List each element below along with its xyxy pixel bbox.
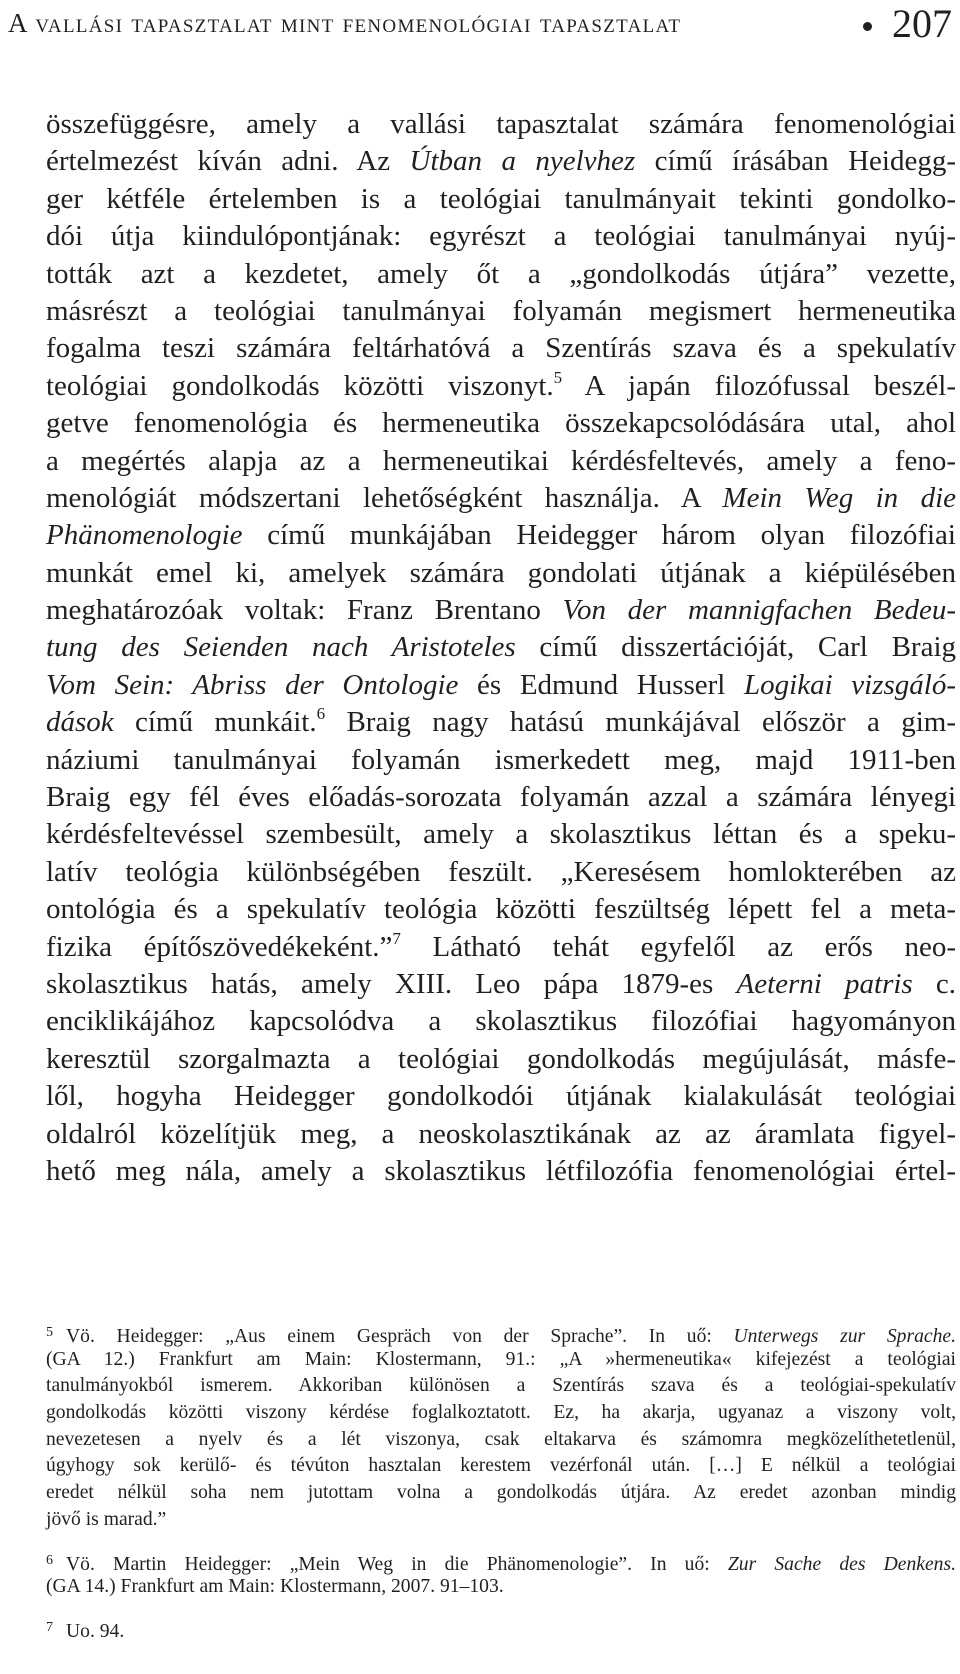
footnote-line [46,1615,956,1642]
text-run: Vö. Martin Heidegger: „Mein Weg in die Phänomenologie”. In uő: [66,1553,728,1575]
text-run: enciklikájához kapcsolódva a skolasztikus filozófiai hagyományon [46,1005,956,1038]
text-run: munkát emel ki, amelyek számára gondolati útjának a kiépülésében [46,556,956,589]
text-run: értelmezést kíván adni. Az [46,145,410,178]
text-run: Vö. Heidegger: „Aus einem Gespräch von der Sprache”. In uő: [66,1326,734,1347]
text-run: című írásában Heidegg- [635,145,956,178]
text-line [46,891,956,928]
footnote [46,1548,956,1601]
text-line [46,218,956,255]
text-run: tották azt a kezdetet, amely őt a „gondolkodás útjára” vezette, [46,257,956,290]
text-run: oldalról közelítjük meg, a neoskolasztikának az az áramlata figyel- [46,1117,956,1150]
text-line [46,704,956,741]
text-run: skolasztikus hatás, amely XIII. Leo pápa 1879-es [46,967,737,1000]
italic-title: Aeterni patris [736,967,913,1000]
text-run: című munkájában Heidegger három olyan filozófiai [242,519,956,552]
text-run: eredet nélkül soha nem jutottam volna a gondolkodás útjára. Az eredet azonban mindig [46,1482,956,1504]
footnote-line [46,1320,956,1347]
text-line [46,1041,956,1078]
text-run: teológiai gondolkodás közötti viszonyt. [46,369,554,402]
footnote-ref: 5 [553,367,563,387]
footnote-line [46,1427,956,1454]
text-line [46,779,956,816]
text-run: náziumi tanulmányai folyamán ismerkedett meg, majd 1911-ben [46,743,956,776]
text-run: című disszertációját, Carl Braig [515,631,956,664]
text-run: és Edmund Husserl [458,668,745,701]
text-line [46,293,956,330]
text-line [46,966,956,1003]
text-run: jövő is marad.” [46,1508,167,1530]
footnote-line [46,1373,956,1400]
text-run: ger kétféle értelemben is a teológiai tanulmányait tekinti gondolko- [46,182,956,215]
text-run: tanulmányokból ismerem. Akkoriban különösen a Szentírás szava és a teológiai-spekulatív [46,1375,956,1397]
italic-title: tung des Seienden nach Aristoteles [46,631,516,664]
footnote-number: 5 [46,1325,53,1340]
body-paragraph [46,106,956,1190]
text-run: (GA 12.) Frankfurt am Main: Klostermann, 91.: „A »hermeneutika« kifejezést a teológiai [46,1348,956,1370]
text-line [46,143,956,180]
footnote-line [46,1400,956,1427]
italic-title: Mein Weg in die [722,481,956,514]
text-line [46,181,956,218]
text-line [46,555,956,592]
text-line [46,480,956,517]
footnote-line [46,1507,956,1534]
footnote-ref: 6 [316,704,326,724]
text-line [46,816,956,853]
text-run: a megértés alapja az a hermeneutikai kérdésfeltevés, amely a feno- [46,444,956,477]
footnote-line [46,1574,956,1601]
running-head-title: A vallási tapasztalat mint fenomenológiai tapasztalat [8,8,682,38]
text-line [46,1116,956,1153]
bullet-separator [863,22,872,31]
text-line [46,106,956,143]
italic-title: Unterwegs zur Sprache. [733,1326,956,1347]
text-line [46,443,956,480]
text-run: lől, hogyha Heidegger gondolkodói útjának kialakulását teológiai [46,1080,956,1113]
text-line [46,629,956,666]
text-run: (GA 14.) Frankfurt am Main: Klostermann, 2007. 91–103. [46,1576,504,1598]
text-line [46,742,956,779]
footnote-line [46,1480,956,1507]
page-number: 207 [892,1,952,46]
footnote-number: 7 [46,1619,53,1635]
text-run: dói útja kiindulópontjának: egyrészt a teológiai tanulmányai nyúj- [46,220,956,253]
text-run: fogalma teszi számára feltárhatóvá a Szentírás szava és a spekulatív [46,332,956,365]
text-run: menológiát módszertani lehetőségként használja. A [46,481,723,514]
footnote-number: 6 [46,1552,53,1568]
footnote [46,1615,956,1642]
text-line [46,368,956,405]
italic-title: Vom Sein: Abriss der Ontologie [46,668,459,701]
text-run: getve fenomenológia és hermeneutika összekapcsolódására utal, ahol [46,407,956,440]
text-run: Braig nagy hatású munkájával először a gim- [325,706,957,739]
text-line [46,256,956,293]
text-run: nevezetesen a nyelv és a lét viszonya, csak eltakarva és számomra megközelíthetetlenül, [46,1428,956,1450]
italic-title: Phänomenologie [46,519,243,552]
footnote-line [46,1453,956,1480]
italic-title: Zur Sache des Denkens. [727,1553,956,1575]
footnote-ref: 7 [392,928,401,948]
text-run: Látható tehát egyfelől az erős neo- [400,930,957,963]
text-line [46,330,956,367]
text-run: ontológia és a spekulatív teológia közötti feszültség lépett fel a meta- [46,893,956,926]
text-run: A japán filozófussal beszél- [562,369,956,402]
text-run: gondolkodás közötti viszony kérdése foglalkoztatott. Ez, ha akarja, ugyanaz a viszony volt, [46,1402,956,1424]
text-run: hető meg nála, amely a skolasztikus létfilozófia fenomenológiai értel- [46,1154,956,1187]
text-run: kérdésfeltevéssel szembesült, amely a skolasztikus léttan és a speku- [46,818,956,851]
text-run: meghatározóak voltak: Franz Brentano [46,594,563,627]
italic-title: dások [46,706,114,739]
text-run: latív teológia különbségében feszült. „Keresésem homlokterében az [46,855,956,888]
text-line [46,592,956,629]
text-run: másrészt a teológiai tanulmányai folyamán megismert hermeneutika [46,294,956,327]
text-line [46,667,956,704]
text-run: Uo. 94. [66,1620,125,1642]
italic-title: Von der mannigfachen Bedeu- [562,594,956,627]
italic-title: Logikai vizsgáló- [744,668,956,701]
running-head [8,2,952,52]
text-run: című munkáit. [113,706,317,739]
text-line [46,1078,956,1115]
italic-title: Útban a nyelvhez [409,145,636,178]
text-line [46,1153,956,1190]
text-line [46,929,956,966]
text-line [46,405,956,442]
text-run: összefüggésre, amely a vallási tapasztalat számára fenomenológiai [46,108,956,140]
text-line [46,517,956,554]
footnotes [46,1320,956,1642]
text-line [46,1003,956,1040]
text-run: úgyhogy sok kerülő- és tévúton hasztalan kerestem vezérfonál után. […] E nélkül a teológiai [46,1455,956,1477]
text-line [46,854,956,891]
footnote-line [46,1347,956,1374]
text-run: keresztül szorgalmazta a teológiai gondolkodás megújulását, másfe- [46,1042,956,1075]
footnote-line [46,1548,956,1575]
text-run: Braig egy fél éves előadás-sorozata folyamán azzal a számára lényegi [46,781,956,814]
text-run: c. [912,967,956,1000]
text-run: fizika építőszövedékeként.” [46,930,393,963]
footnote [46,1320,956,1534]
